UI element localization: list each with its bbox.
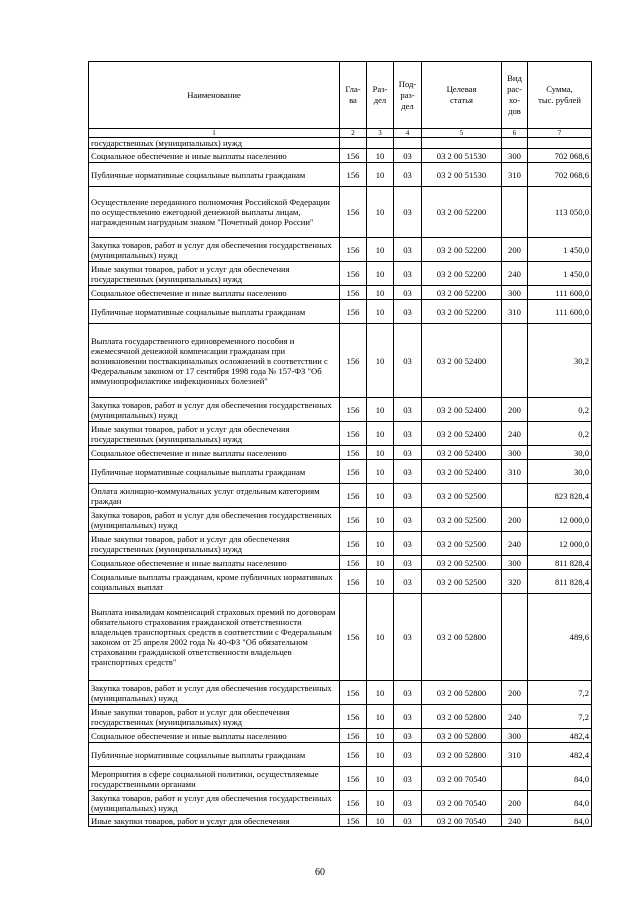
row-glava: 156 <box>340 791 367 815</box>
row-vid-raskhodov <box>502 594 528 681</box>
row-vid-raskhodov <box>502 187 528 238</box>
row-tselevaya-statya: 03 2 00 52500 <box>422 532 502 556</box>
row-name: Мероприятия в сфере социальной политики, осуществляемые государственными органами <box>89 767 340 791</box>
row-summa: 489,6 <box>528 594 592 681</box>
table-row <box>89 484 592 508</box>
row-glava: 156 <box>340 446 367 460</box>
row-name: Социальное обеспечение и иные выплаты населению <box>89 446 340 460</box>
row-tselevaya-statya: 03 2 00 52800 <box>422 681 502 705</box>
row-name: Социальные выплаты гражданам, кроме публичных нормативных социальных выплат <box>89 570 340 594</box>
header-podrazdel: Под- раз- дел <box>394 62 422 129</box>
row-razdel: 10 <box>367 484 394 508</box>
row-podrazdel: 03 <box>394 705 422 729</box>
row-summa: 0,2 <box>528 398 592 422</box>
row-vid-raskhodov: 200 <box>502 681 528 705</box>
row-vid-raskhodov: 320 <box>502 570 528 594</box>
row-podrazdel: 03 <box>394 422 422 446</box>
row-name: государственных (муниципальных) нужд <box>89 138 340 149</box>
row-name: Иные закупки товаров, работ и услуг для обеспечения <box>89 815 340 827</box>
row-name: Закупка товаров, работ и услуг для обеспечения государственных (муниципальных) нужд <box>89 238 340 262</box>
row-summa: 7,2 <box>528 705 592 729</box>
row-name: Выплата инвалидам компенсаций страховых премий по договорам обязательного страхования гражданской ответственности владельцев транспортных средств в соответствии с Федеральным законом от 25 апреля 2002 года № 40-ФЗ "Об обязательном страховании гражданской ответственности владельцев транспортных средств" <box>89 594 340 681</box>
row-vid-raskhodov: 300 <box>502 556 528 570</box>
table-row <box>89 286 592 300</box>
row-podrazdel: 03 <box>394 149 422 163</box>
row-podrazdel: 03 <box>394 815 422 827</box>
row-vid-raskhodov: 200 <box>502 238 528 262</box>
row-razdel: 10 <box>367 594 394 681</box>
row-podrazdel: 03 <box>394 286 422 300</box>
row-name: Оплата жилищно-коммунальных услуг отдельным категориям граждан <box>89 484 340 508</box>
row-podrazdel: 03 <box>394 791 422 815</box>
row-razdel: 10 <box>367 163 394 187</box>
column-number-row <box>89 129 592 138</box>
row-summa: 30,0 <box>528 460 592 484</box>
row-glava: 156 <box>340 681 367 705</box>
row-tselevaya-statya: 03 2 00 52200 <box>422 262 502 286</box>
row-tselevaya-statya: 03 2 00 52500 <box>422 556 502 570</box>
row-glava: 156 <box>340 324 367 398</box>
row-vid-raskhodov: 200 <box>502 398 528 422</box>
row-vid-raskhodov: 200 <box>502 791 528 815</box>
row-name: Иные закупки товаров, работ и услуг для обеспечения государственных (муниципальных) нужд <box>89 705 340 729</box>
row-summa: 811 828,4 <box>528 570 592 594</box>
row-glava: 156 <box>340 532 367 556</box>
row-podrazdel: 03 <box>394 300 422 324</box>
row-summa: 482,4 <box>528 729 592 743</box>
column-number: 1 <box>89 129 340 138</box>
row-summa: 7,2 <box>528 681 592 705</box>
header-summa: Сумма, тыс. рублей <box>528 62 592 129</box>
row-vid-raskhodov: 310 <box>502 743 528 767</box>
row-podrazdel: 03 <box>394 767 422 791</box>
row-glava: 156 <box>340 163 367 187</box>
row-razdel: 10 <box>367 149 394 163</box>
row-tselevaya-statya: 03 2 00 52200 <box>422 187 502 238</box>
row-razdel: 10 <box>367 791 394 815</box>
table-body <box>89 138 592 827</box>
row-tselevaya-statya: 03 2 00 52400 <box>422 446 502 460</box>
table-row <box>89 508 592 532</box>
row-vid-raskhodov: 300 <box>502 149 528 163</box>
row-vid-raskhodov <box>502 484 528 508</box>
row-vid-raskhodov: 310 <box>502 163 528 187</box>
row-razdel: 10 <box>367 286 394 300</box>
column-number: 5 <box>422 129 502 138</box>
row-tselevaya-statya: 03 2 00 51530 <box>422 163 502 187</box>
row-glava: 156 <box>340 422 367 446</box>
row-summa: 84,0 <box>528 815 592 827</box>
row-vid-raskhodov: 240 <box>502 262 528 286</box>
column-number: 6 <box>502 129 528 138</box>
row-tselevaya-statya: 03 2 00 52800 <box>422 705 502 729</box>
table-row <box>89 149 592 163</box>
row-podrazdel: 03 <box>394 446 422 460</box>
column-number: 2 <box>340 129 367 138</box>
row-glava: 156 <box>340 460 367 484</box>
row-podrazdel: 03 <box>394 532 422 556</box>
row-tselevaya-statya: 03 2 00 52200 <box>422 300 502 324</box>
table-row <box>89 815 592 827</box>
row-name: Выплата государственного единовременного пособия и ежемесячной денежной компенсации гражданам при возникновении поствакцинальных осложнений в соответствии с Федеральным законом от 17 сентября 1998 года № 157-ФЗ "Об иммунопрофилактике инфекционных болезней" <box>89 324 340 398</box>
table-row <box>89 556 592 570</box>
row-razdel: 10 <box>367 743 394 767</box>
row-vid-raskhodov: 240 <box>502 422 528 446</box>
row-name: Осуществление переданного полномочия Российской Федерации по осуществлению ежегодной денежной выплаты лицам, награжденным нагрудным знаком "Почетный донор России" <box>89 187 340 238</box>
header-row <box>89 62 592 129</box>
row-name: Закупка товаров, работ и услуг для обеспечения государственных (муниципальных) нужд <box>89 681 340 705</box>
row-vid-raskhodov <box>502 138 528 149</box>
row-tselevaya-statya: 03 2 00 70540 <box>422 791 502 815</box>
row-tselevaya-statya: 03 2 00 70540 <box>422 767 502 791</box>
row-name: Иные закупки товаров, работ и услуг для обеспечения государственных (муниципальных) нужд <box>89 262 340 286</box>
row-razdel: 10 <box>367 460 394 484</box>
row-glava: 156 <box>340 570 367 594</box>
row-podrazdel: 03 <box>394 262 422 286</box>
row-summa: 111 600,0 <box>528 286 592 300</box>
table-row <box>89 324 592 398</box>
row-razdel: 10 <box>367 705 394 729</box>
row-podrazdel: 03 <box>394 398 422 422</box>
row-name: Иные закупки товаров, работ и услуг для обеспечения государственных (муниципальных) нужд <box>89 422 340 446</box>
row-podrazdel: 03 <box>394 484 422 508</box>
table-row <box>89 532 592 556</box>
table-row <box>89 187 592 238</box>
header-name: Наименование <box>89 62 340 129</box>
row-name: Публичные нормативные социальные выплаты гражданам <box>89 743 340 767</box>
row-summa: 0,2 <box>528 422 592 446</box>
row-razdel: 10 <box>367 422 394 446</box>
row-vid-raskhodov: 240 <box>502 815 528 827</box>
table-row <box>89 238 592 262</box>
row-summa: 702 068,6 <box>528 149 592 163</box>
table-row <box>89 262 592 286</box>
row-name: Иные закупки товаров, работ и услуг для обеспечения государственных (муниципальных) нужд <box>89 532 340 556</box>
row-vid-raskhodov: 300 <box>502 729 528 743</box>
header-vid-raskhodov: Вид рас- хо- дов <box>502 62 528 129</box>
row-name: Публичные нормативные социальные выплаты гражданам <box>89 300 340 324</box>
table-row <box>89 594 592 681</box>
row-razdel: 10 <box>367 324 394 398</box>
row-glava: 156 <box>340 300 367 324</box>
row-name: Социальное обеспечение и иные выплаты населению <box>89 286 340 300</box>
row-glava: 156 <box>340 484 367 508</box>
row-glava: 156 <box>340 767 367 791</box>
row-tselevaya-statya: 03 2 00 52800 <box>422 743 502 767</box>
row-tselevaya-statya: 03 2 00 52400 <box>422 324 502 398</box>
header-glava: Гла- ва <box>340 62 367 129</box>
row-name: Закупка товаров, работ и услуг для обеспечения государственных (муниципальных) нужд <box>89 398 340 422</box>
row-tselevaya-statya: 03 2 00 52400 <box>422 460 502 484</box>
row-vid-raskhodov <box>502 767 528 791</box>
table-row <box>89 446 592 460</box>
row-summa: 1 450,0 <box>528 238 592 262</box>
row-razdel: 10 <box>367 767 394 791</box>
row-name: Закупка товаров, работ и услуг для обеспечения государственных (муниципальных) нужд <box>89 508 340 532</box>
row-razdel: 10 <box>367 681 394 705</box>
table-row <box>89 300 592 324</box>
row-summa: 702 068,6 <box>528 163 592 187</box>
row-razdel: 10 <box>367 187 394 238</box>
row-tselevaya-statya: 03 2 00 52800 <box>422 729 502 743</box>
row-vid-raskhodov: 240 <box>502 705 528 729</box>
row-podrazdel: 03 <box>394 324 422 398</box>
row-tselevaya-statya: 03 2 00 51530 <box>422 149 502 163</box>
row-razdel: 10 <box>367 446 394 460</box>
row-summa: 12 000,0 <box>528 508 592 532</box>
row-glava: 156 <box>340 743 367 767</box>
row-vid-raskhodov: 240 <box>502 532 528 556</box>
table-row <box>89 743 592 767</box>
row-glava: 156 <box>340 398 367 422</box>
column-number: 3 <box>367 129 394 138</box>
table-row <box>89 681 592 705</box>
row-tselevaya-statya: 03 2 00 52500 <box>422 508 502 532</box>
row-razdel: 10 <box>367 815 394 827</box>
row-name: Социальное обеспечение и иные выплаты населению <box>89 149 340 163</box>
row-vid-raskhodov: 300 <box>502 446 528 460</box>
row-razdel: 10 <box>367 262 394 286</box>
row-podrazdel: 03 <box>394 594 422 681</box>
table-row <box>89 163 592 187</box>
row-podrazdel: 03 <box>394 460 422 484</box>
row-razdel: 10 <box>367 300 394 324</box>
row-tselevaya-statya: 03 2 00 52800 <box>422 594 502 681</box>
row-podrazdel: 03 <box>394 570 422 594</box>
row-razdel: 10 <box>367 508 394 532</box>
table-row <box>89 705 592 729</box>
table-row <box>89 767 592 791</box>
row-tselevaya-statya: 03 2 00 70540 <box>422 815 502 827</box>
row-podrazdel: 03 <box>394 508 422 532</box>
table-row <box>89 570 592 594</box>
row-glava: 156 <box>340 149 367 163</box>
budget-table <box>88 61 592 827</box>
row-tselevaya-statya: 03 2 00 52200 <box>422 286 502 300</box>
row-summa: 12 000,0 <box>528 532 592 556</box>
table-row <box>89 729 592 743</box>
row-podrazdel: 03 <box>394 743 422 767</box>
row-razdel: 10 <box>367 570 394 594</box>
row-tselevaya-statya: 03 2 00 52500 <box>422 484 502 508</box>
row-summa: 1 450,0 <box>528 262 592 286</box>
row-summa: 811 828,4 <box>528 556 592 570</box>
row-podrazdel: 03 <box>394 163 422 187</box>
row-glava: 156 <box>340 508 367 532</box>
row-glava: 156 <box>340 556 367 570</box>
row-name: Социальное обеспечение и иные выплаты населению <box>89 729 340 743</box>
row-name: Закупка товаров, работ и услуг для обеспечения государственных (муниципальных) нужд <box>89 791 340 815</box>
row-vid-raskhodov: 300 <box>502 286 528 300</box>
row-glava <box>340 138 367 149</box>
row-glava: 156 <box>340 594 367 681</box>
row-summa: 84,0 <box>528 791 592 815</box>
row-glava: 156 <box>340 705 367 729</box>
table-row <box>89 398 592 422</box>
header-razdel: Раз- дел <box>367 62 394 129</box>
row-summa: 30,2 <box>528 324 592 398</box>
row-glava: 156 <box>340 286 367 300</box>
row-vid-raskhodov: 200 <box>502 508 528 532</box>
row-razdel: 10 <box>367 238 394 262</box>
row-tselevaya-statya: 03 2 00 52200 <box>422 238 502 262</box>
row-razdel <box>367 138 394 149</box>
row-vid-raskhodov: 310 <box>502 460 528 484</box>
row-name: Публичные нормативные социальные выплаты гражданам <box>89 460 340 484</box>
column-number: 4 <box>394 129 422 138</box>
row-tselevaya-statya: 03 2 00 52400 <box>422 422 502 446</box>
row-glava: 156 <box>340 238 367 262</box>
row-summa: 111 600,0 <box>528 300 592 324</box>
column-number: 7 <box>528 129 592 138</box>
row-razdel: 10 <box>367 729 394 743</box>
row-summa: 113 050,0 <box>528 187 592 238</box>
table-row <box>89 138 592 149</box>
table-row <box>89 460 592 484</box>
row-vid-raskhodov: 310 <box>502 300 528 324</box>
row-glava: 156 <box>340 815 367 827</box>
row-summa: 482,4 <box>528 743 592 767</box>
row-glava: 156 <box>340 262 367 286</box>
row-podrazdel: 03 <box>394 187 422 238</box>
row-summa: 823 828,4 <box>528 484 592 508</box>
table-row <box>89 791 592 815</box>
row-summa: 84,0 <box>528 767 592 791</box>
row-summa <box>528 138 592 149</box>
row-razdel: 10 <box>367 532 394 556</box>
row-name: Публичные нормативные социальные выплаты гражданам <box>89 163 340 187</box>
row-vid-raskhodov <box>502 324 528 398</box>
row-glava: 156 <box>340 187 367 238</box>
row-podrazdel: 03 <box>394 729 422 743</box>
row-podrazdel: 03 <box>394 238 422 262</box>
page-number: 60 <box>315 867 325 878</box>
row-podrazdel: 03 <box>394 681 422 705</box>
row-glava: 156 <box>340 729 367 743</box>
row-razdel: 10 <box>367 556 394 570</box>
table-row <box>89 422 592 446</box>
row-summa: 30,0 <box>528 446 592 460</box>
row-podrazdel <box>394 138 422 149</box>
row-tselevaya-statya: 03 2 00 52400 <box>422 398 502 422</box>
row-razdel: 10 <box>367 398 394 422</box>
row-tselevaya-statya <box>422 138 502 149</box>
row-name: Социальное обеспечение и иные выплаты населению <box>89 556 340 570</box>
header-tselevaya-statya: Целевая статья <box>422 62 502 129</box>
row-tselevaya-statya: 03 2 00 52500 <box>422 570 502 594</box>
row-podrazdel: 03 <box>394 556 422 570</box>
